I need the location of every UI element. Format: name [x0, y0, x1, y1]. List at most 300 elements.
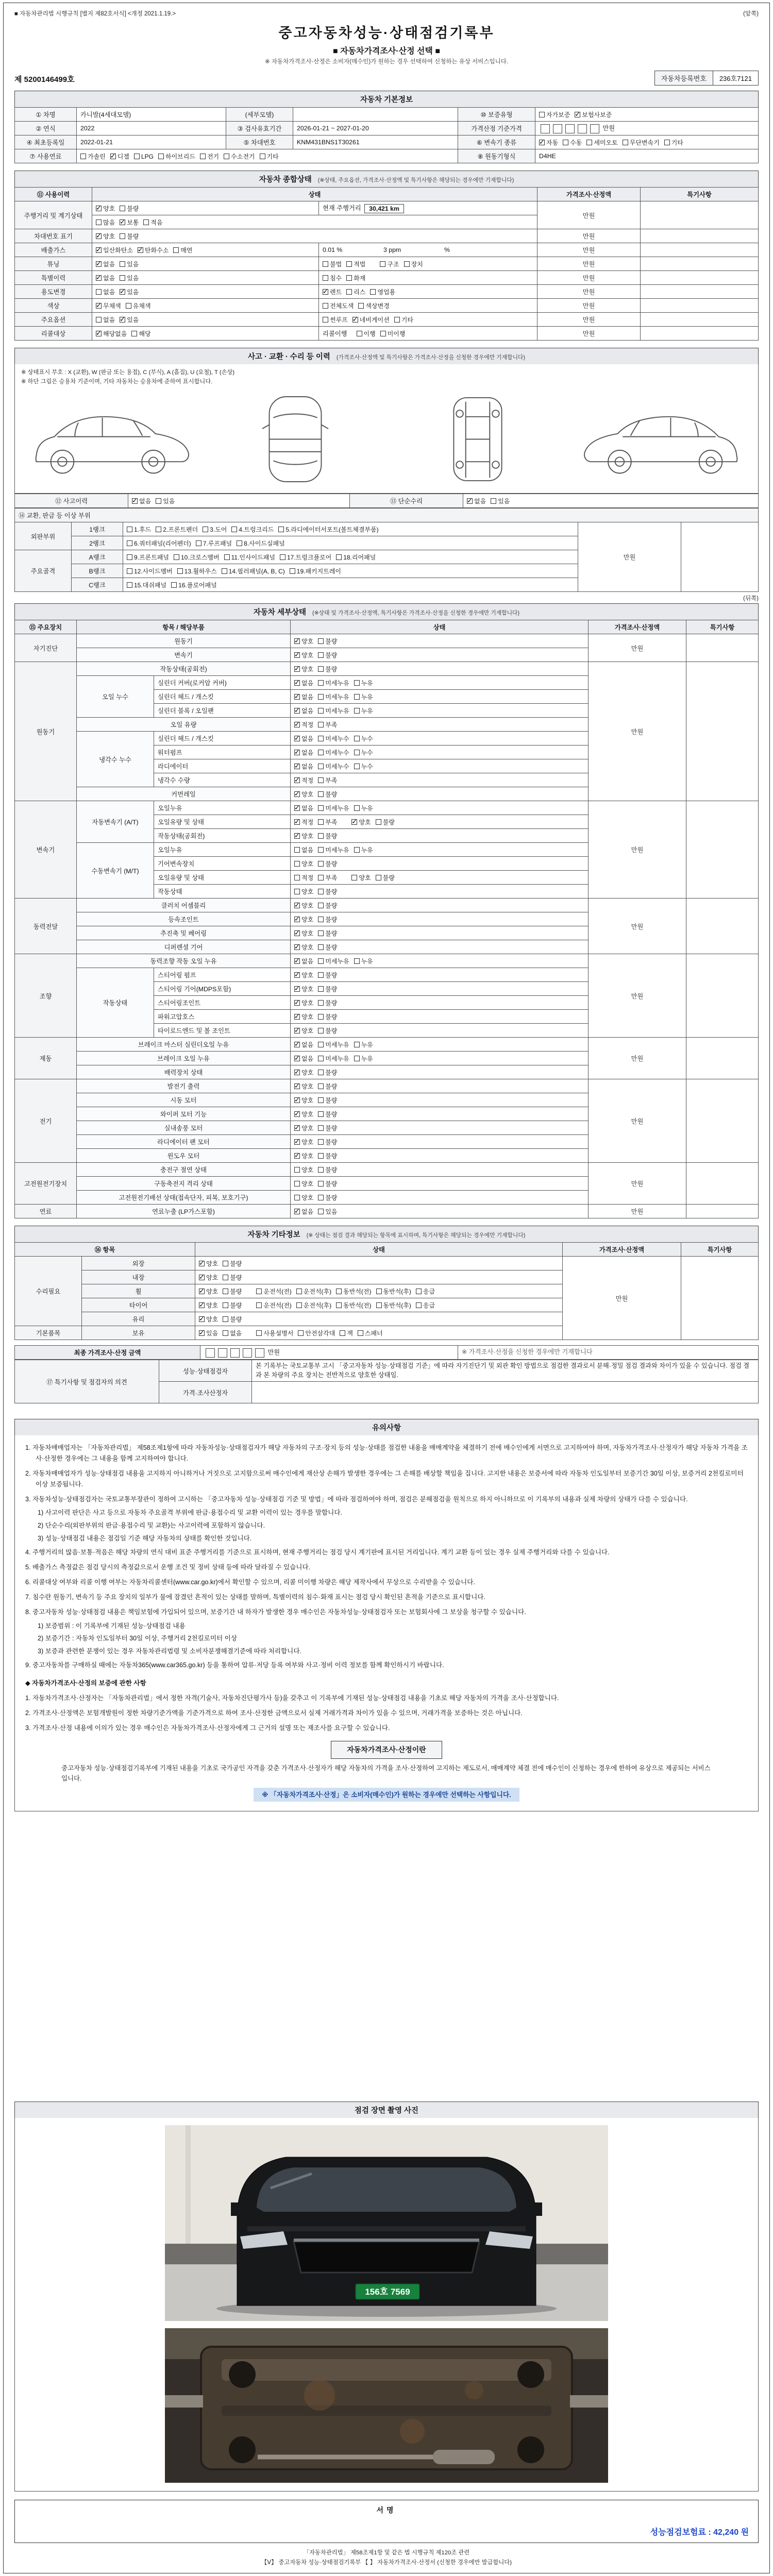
checkbox-icon[interactable]: [294, 1167, 300, 1173]
option-해당[interactable]: [131, 329, 150, 338]
option-운전석(후)[interactable]: [296, 1301, 331, 1310]
checkbox-icon[interactable]: [294, 833, 300, 839]
option-없음[interactable]: [294, 1040, 313, 1049]
checkbox-icon[interactable]: [96, 289, 102, 295]
option-12.사이드멤버[interactable]: [127, 567, 173, 575]
option-있음[interactable]: [120, 274, 139, 282]
option-불량[interactable]: [318, 929, 337, 938]
checkbox-icon[interactable]: [96, 233, 102, 239]
checkbox-icon[interactable]: [294, 1042, 300, 1047]
checkbox-icon[interactable]: [318, 889, 324, 894]
checkbox-icon[interactable]: [294, 805, 300, 811]
checkbox-icon[interactable]: [294, 791, 300, 797]
option-10.크로스멤버[interactable]: [174, 553, 220, 562]
option-없음[interactable]: [132, 497, 151, 505]
option-불량[interactable]: [318, 1165, 337, 1174]
option-양호[interactable]: [199, 1273, 218, 1282]
checkbox-icon[interactable]: [318, 986, 324, 992]
option-보통[interactable]: [120, 218, 139, 227]
option-17.트렁크플로어[interactable]: [280, 553, 331, 562]
checkbox-icon[interactable]: [294, 875, 300, 880]
checkbox-icon[interactable]: [354, 1042, 360, 1047]
option-적정[interactable]: [294, 720, 313, 729]
checkbox-icon[interactable]: [294, 944, 300, 950]
checkbox-icon[interactable]: [96, 247, 102, 253]
checkbox-icon[interactable]: [127, 554, 132, 560]
option-19.패키지트레이[interactable]: [290, 567, 341, 575]
option-없음[interactable]: [96, 260, 115, 268]
checkbox-icon[interactable]: [132, 498, 138, 504]
checkbox-icon[interactable]: [336, 1302, 342, 1308]
option-양호[interactable]: [294, 1068, 313, 1077]
checkbox-icon[interactable]: [127, 527, 132, 532]
option-화재[interactable]: [346, 274, 365, 282]
option-적정[interactable]: [294, 818, 313, 826]
option-없음[interactable]: [96, 287, 115, 296]
checkbox-icon[interactable]: [357, 331, 362, 336]
option-7.루프패널[interactable]: [196, 539, 232, 548]
checkbox-icon[interactable]: [318, 1195, 324, 1200]
checkbox-icon[interactable]: [318, 1056, 324, 1061]
option-13.휠하우스[interactable]: [177, 567, 217, 575]
option-불량[interactable]: [376, 873, 395, 882]
option-양호[interactable]: [96, 232, 115, 241]
checkbox-icon[interactable]: [323, 289, 328, 295]
option-불량[interactable]: [223, 1259, 242, 1268]
checkbox-icon[interactable]: [131, 331, 137, 336]
checkbox-icon[interactable]: [318, 1125, 324, 1131]
option-부족[interactable]: [318, 818, 337, 826]
checkbox-icon[interactable]: [318, 944, 324, 950]
checkbox-icon[interactable]: [351, 819, 357, 825]
option-불량[interactable]: [318, 859, 337, 868]
option-불량[interactable]: [318, 943, 337, 952]
checkbox-icon[interactable]: [340, 1330, 345, 1336]
option-양호[interactable]: [294, 665, 313, 673]
checkbox-icon[interactable]: [294, 972, 300, 978]
option-운전석(전)[interactable]: [256, 1287, 291, 1296]
checkbox-icon[interactable]: [200, 154, 206, 159]
checkbox-icon[interactable]: [127, 568, 132, 574]
checkbox-icon[interactable]: [318, 722, 324, 727]
option-보험사보증[interactable]: [575, 110, 612, 119]
checkbox-icon[interactable]: [336, 554, 342, 560]
checkbox-icon[interactable]: [318, 694, 324, 700]
checkbox-icon[interactable]: [294, 736, 300, 741]
option-있음[interactable]: [318, 1207, 337, 1216]
checkbox-icon[interactable]: [96, 303, 102, 309]
checkbox-icon[interactable]: [138, 247, 143, 253]
option-미세누유[interactable]: [318, 679, 349, 687]
option-무채색[interactable]: [96, 301, 121, 310]
option-무단변속기[interactable]: [623, 138, 660, 147]
checkbox-icon[interactable]: [318, 1014, 324, 1020]
option-불법[interactable]: [323, 260, 342, 268]
option-불량[interactable]: [318, 1096, 337, 1105]
option-없음[interactable]: [294, 748, 313, 757]
option-양호[interactable]: [294, 651, 313, 659]
checkbox-icon[interactable]: [294, 903, 300, 908]
option-18.리어패널[interactable]: [336, 553, 376, 562]
checkbox-icon[interactable]: [294, 694, 300, 700]
checkbox-icon[interactable]: [539, 140, 545, 145]
option-불량[interactable]: [318, 887, 337, 896]
option-양호[interactable]: [294, 998, 313, 1007]
checkbox-icon[interactable]: [222, 568, 227, 574]
checkbox-icon[interactable]: [224, 154, 229, 159]
option-전기[interactable]: [200, 152, 219, 161]
option-양호[interactable]: [294, 1110, 313, 1118]
option-가솔린[interactable]: [80, 152, 106, 161]
checkbox-icon[interactable]: [199, 1261, 205, 1266]
option-누유[interactable]: [354, 692, 373, 701]
checkbox-icon[interactable]: [260, 154, 265, 159]
checkbox-icon[interactable]: [294, 847, 300, 853]
option-불량[interactable]: [120, 232, 139, 241]
option-응급[interactable]: [416, 1287, 435, 1296]
option-미세누유[interactable]: [318, 692, 349, 701]
option-기타[interactable]: [664, 138, 683, 147]
option-없음[interactable]: [223, 1329, 242, 1337]
option-미세누수[interactable]: [318, 734, 349, 743]
option-14.필러패널(A, B, C)[interactable]: [222, 567, 285, 575]
option-양호[interactable]: [294, 943, 313, 952]
checkbox-icon[interactable]: [294, 1014, 300, 1020]
checkbox-icon[interactable]: [318, 1139, 324, 1145]
option-스패너[interactable]: [358, 1329, 383, 1337]
option-불량[interactable]: [318, 901, 337, 910]
checkbox-icon[interactable]: [223, 1302, 228, 1308]
option-동반석(전)[interactable]: [336, 1301, 371, 1310]
checkbox-icon[interactable]: [318, 680, 324, 686]
checkbox-icon[interactable]: [298, 1330, 304, 1336]
option-적정[interactable]: [294, 873, 313, 882]
checkbox-icon[interactable]: [199, 1316, 205, 1322]
option-불량[interactable]: [318, 651, 337, 659]
option-5.라디에이터서포트(볼트체결부품)[interactable]: [278, 525, 378, 534]
checkbox-icon[interactable]: [586, 140, 592, 145]
option-적법[interactable]: [346, 260, 365, 268]
checkbox-icon[interactable]: [127, 540, 132, 546]
option-양호[interactable]: [294, 929, 313, 938]
option-불량[interactable]: [318, 1151, 337, 1160]
option-부족[interactable]: [318, 776, 337, 785]
checkbox-icon[interactable]: [294, 680, 300, 686]
checkbox-icon[interactable]: [294, 1056, 300, 1061]
checkbox-icon[interactable]: [318, 958, 324, 964]
checkbox-icon[interactable]: [563, 140, 568, 145]
checkbox-icon[interactable]: [318, 903, 324, 908]
option-누유[interactable]: [354, 957, 373, 965]
checkbox-icon[interactable]: [256, 1289, 262, 1294]
checkbox-icon[interactable]: [223, 1330, 228, 1336]
checkbox-icon[interactable]: [223, 1261, 228, 1266]
checkbox-icon[interactable]: [296, 1302, 302, 1308]
checkbox-icon[interactable]: [80, 154, 86, 159]
checkbox-icon[interactable]: [318, 1167, 324, 1173]
option-8.사이드실패널[interactable]: [237, 539, 285, 548]
option-있음[interactable]: [491, 497, 510, 505]
option-16.플로어패널[interactable]: [171, 581, 217, 589]
option-불량[interactable]: [223, 1287, 242, 1296]
checkbox-icon[interactable]: [127, 582, 132, 588]
checkbox-icon[interactable]: [318, 1111, 324, 1117]
option-LPG[interactable]: [134, 153, 154, 160]
checkbox-icon[interactable]: [354, 958, 360, 964]
option-있음[interactable]: [199, 1329, 218, 1337]
option-양호[interactable]: [199, 1315, 218, 1324]
checkbox-icon[interactable]: [237, 540, 242, 546]
checkbox-icon[interactable]: [294, 1097, 300, 1103]
checkbox-icon[interactable]: [199, 1302, 205, 1308]
option-리스[interactable]: [346, 287, 365, 296]
option-미세누수[interactable]: [318, 748, 349, 757]
checkbox-icon[interactable]: [143, 219, 149, 225]
option-안전삼각대[interactable]: [298, 1329, 335, 1337]
option-불량[interactable]: [318, 1138, 337, 1146]
option-불량[interactable]: [318, 971, 337, 979]
option-없음[interactable]: [294, 706, 313, 715]
option-누수[interactable]: [354, 748, 373, 757]
option-불량[interactable]: [376, 818, 395, 826]
option-없음[interactable]: [294, 1207, 313, 1216]
checkbox-icon[interactable]: [623, 140, 628, 145]
checkbox-icon[interactable]: [354, 750, 360, 755]
checkbox-icon[interactable]: [336, 1289, 342, 1294]
option-일산화탄소[interactable]: [96, 246, 133, 255]
option-양호[interactable]: [199, 1259, 218, 1268]
option-양호[interactable]: [294, 1082, 313, 1091]
checkbox-icon[interactable]: [256, 1302, 262, 1308]
checkbox-icon[interactable]: [294, 1181, 300, 1187]
checkbox-icon[interactable]: [294, 666, 300, 672]
option-있음[interactable]: [120, 315, 139, 324]
option-없음[interactable]: [294, 762, 313, 771]
checkbox-icon[interactable]: [223, 1289, 228, 1294]
checkbox-icon[interactable]: [120, 233, 125, 239]
option-양호[interactable]: [294, 901, 313, 910]
checkbox-icon[interactable]: [174, 554, 179, 560]
option-양호[interactable]: [294, 832, 313, 840]
option-불량[interactable]: [318, 1082, 337, 1091]
checkbox-icon[interactable]: [318, 1153, 324, 1159]
option-없음[interactable]: [96, 315, 115, 324]
checkbox-icon[interactable]: [196, 540, 201, 546]
checkbox-icon[interactable]: [346, 261, 352, 267]
option-양호[interactable]: [294, 1165, 313, 1174]
checkbox-icon[interactable]: [294, 1083, 300, 1089]
option-영업용[interactable]: [370, 287, 395, 296]
option-누유[interactable]: [354, 845, 373, 854]
option-불량[interactable]: [318, 998, 337, 1007]
checkbox-icon[interactable]: [134, 154, 140, 159]
option-불량[interactable]: [318, 985, 337, 993]
checkbox-icon[interactable]: [318, 638, 324, 644]
checkbox-icon[interactable]: [539, 112, 545, 117]
checkbox-icon[interactable]: [223, 1316, 228, 1322]
option-양호[interactable]: [294, 1151, 313, 1160]
option-동반석(후)[interactable]: [376, 1287, 411, 1296]
option-6.쿼터패널(리어펜더)[interactable]: [127, 539, 191, 548]
checkbox-icon[interactable]: [96, 331, 102, 336]
option-양호[interactable]: [294, 1138, 313, 1146]
option-누유[interactable]: [354, 1040, 373, 1049]
option-불량[interactable]: [318, 1110, 337, 1118]
option-없음[interactable]: [294, 734, 313, 743]
option-불량[interactable]: [318, 832, 337, 840]
option-양호[interactable]: [96, 204, 115, 213]
checkbox-icon[interactable]: [223, 1275, 228, 1280]
checkbox-icon[interactable]: [318, 666, 324, 672]
option-미세누수[interactable]: [318, 762, 349, 771]
option-누유[interactable]: [354, 804, 373, 812]
option-양호[interactable]: [294, 637, 313, 646]
option-없음[interactable]: [294, 679, 313, 687]
checkbox-icon[interactable]: [96, 261, 102, 267]
option-탄화수소[interactable]: [138, 246, 169, 255]
checkbox-icon[interactable]: [120, 317, 125, 323]
checkbox-icon[interactable]: [294, 1195, 300, 1200]
checkbox-icon[interactable]: [376, 1289, 382, 1294]
checkbox-icon[interactable]: [354, 736, 360, 741]
checkbox-icon[interactable]: [318, 791, 324, 797]
checkbox-icon[interactable]: [294, 764, 300, 769]
option-없음[interactable]: [96, 274, 115, 282]
checkbox-icon[interactable]: [352, 317, 358, 323]
checkbox-icon[interactable]: [318, 1042, 324, 1047]
option-부족[interactable]: [318, 720, 337, 729]
option-수동[interactable]: [563, 138, 582, 147]
checkbox-icon[interactable]: [177, 568, 183, 574]
option-없음[interactable]: [294, 957, 313, 965]
checkbox-icon[interactable]: [294, 638, 300, 644]
option-양호[interactable]: [294, 985, 313, 993]
checkbox-icon[interactable]: [318, 847, 324, 853]
checkbox-icon[interactable]: [323, 261, 328, 267]
option-양호[interactable]: [294, 1012, 313, 1021]
option-불량[interactable]: [318, 1068, 337, 1077]
checkbox-icon[interactable]: [318, 777, 324, 783]
option-동반석(후)[interactable]: [376, 1301, 411, 1310]
checkbox-icon[interactable]: [156, 498, 161, 504]
checkbox-icon[interactable]: [380, 261, 385, 267]
checkbox-icon[interactable]: [120, 206, 125, 211]
checkbox-icon[interactable]: [294, 1028, 300, 1033]
option-렌트[interactable]: [323, 287, 342, 296]
option-양호[interactable]: [199, 1301, 218, 1310]
checkbox-icon[interactable]: [318, 1209, 324, 1214]
option-기타[interactable]: [260, 152, 279, 161]
checkbox-icon[interactable]: [370, 289, 376, 295]
checkbox-icon[interactable]: [318, 736, 324, 741]
checkbox-icon[interactable]: [318, 819, 324, 825]
checkbox-icon[interactable]: [376, 875, 381, 880]
option-수소전기[interactable]: [224, 152, 255, 161]
checkbox-icon[interactable]: [294, 1139, 300, 1145]
checkbox-icon[interactable]: [158, 154, 164, 159]
option-양호[interactable]: [294, 1193, 313, 1202]
option-1.후드[interactable]: [127, 525, 151, 534]
checkbox-icon[interactable]: [294, 777, 300, 783]
option-9.프론트패널[interactable]: [127, 553, 169, 562]
checkbox-icon[interactable]: [199, 1275, 205, 1280]
checkbox-icon[interactable]: [294, 930, 300, 936]
option-매연[interactable]: [173, 246, 192, 255]
option-부족[interactable]: [318, 873, 337, 882]
checkbox-icon[interactable]: [156, 527, 161, 532]
option-불량[interactable]: [318, 1012, 337, 1021]
option-양호[interactable]: [294, 790, 313, 799]
option-전체도색[interactable]: [323, 301, 354, 310]
option-누수[interactable]: [354, 762, 373, 771]
checkbox-icon[interactable]: [318, 805, 324, 811]
option-불량[interactable]: [318, 1026, 337, 1035]
checkbox-icon[interactable]: [294, 1111, 300, 1117]
checkbox-icon[interactable]: [354, 708, 360, 714]
checkbox-icon[interactable]: [380, 331, 386, 336]
option-양호[interactable]: [294, 1096, 313, 1105]
option-4.트렁크리드[interactable]: [231, 525, 274, 534]
checkbox-icon[interactable]: [318, 917, 324, 922]
checkbox-icon[interactable]: [358, 1330, 363, 1336]
option-양호[interactable]: [294, 1026, 313, 1035]
checkbox-icon[interactable]: [294, 986, 300, 992]
checkbox-icon[interactable]: [173, 247, 179, 253]
option-하이브리드[interactable]: [158, 152, 195, 161]
checkbox-icon[interactable]: [96, 219, 102, 225]
option-썬루프[interactable]: [323, 315, 348, 324]
checkbox-icon[interactable]: [290, 568, 295, 574]
checkbox-icon[interactable]: [376, 819, 381, 825]
checkbox-icon[interactable]: [354, 1056, 360, 1061]
option-미세누유[interactable]: [318, 845, 349, 854]
option-없음[interactable]: [294, 692, 313, 701]
checkbox-icon[interactable]: [256, 1330, 262, 1336]
option-장치[interactable]: [404, 260, 423, 268]
option-미세누유[interactable]: [318, 957, 349, 965]
checkbox-icon[interactable]: [318, 1028, 324, 1033]
checkbox-icon[interactable]: [354, 764, 360, 769]
option-불량[interactable]: [318, 637, 337, 646]
option-3.도어[interactable]: [203, 525, 227, 534]
checkbox-icon[interactable]: [96, 275, 102, 281]
option-사용설명서[interactable]: [256, 1329, 293, 1337]
checkbox-icon[interactable]: [318, 652, 324, 658]
checkbox-icon[interactable]: [171, 582, 177, 588]
checkbox-icon[interactable]: [351, 875, 357, 880]
option-2.프론트펜더[interactable]: [156, 525, 198, 534]
option-없음[interactable]: [294, 845, 313, 854]
option-미세누유[interactable]: [318, 804, 349, 812]
option-불량[interactable]: [223, 1301, 242, 1310]
checkbox-icon[interactable]: [491, 498, 496, 504]
checkbox-icon[interactable]: [358, 303, 364, 309]
checkbox-icon[interactable]: [354, 805, 360, 811]
option-양호[interactable]: [294, 971, 313, 979]
option-양호[interactable]: [351, 818, 371, 826]
checkbox-icon[interactable]: [318, 1000, 324, 1006]
option-없음[interactable]: [294, 804, 313, 812]
option-없음[interactable]: [294, 1054, 313, 1063]
option-적정[interactable]: [294, 776, 313, 785]
option-세미오토[interactable]: [586, 138, 617, 147]
option-불량[interactable]: [223, 1315, 242, 1324]
checkbox-icon[interactable]: [294, 708, 300, 714]
option-불량[interactable]: [120, 204, 139, 213]
option-유채색[interactable]: [126, 301, 151, 310]
option-불량[interactable]: [318, 665, 337, 673]
option-불량[interactable]: [318, 915, 337, 924]
